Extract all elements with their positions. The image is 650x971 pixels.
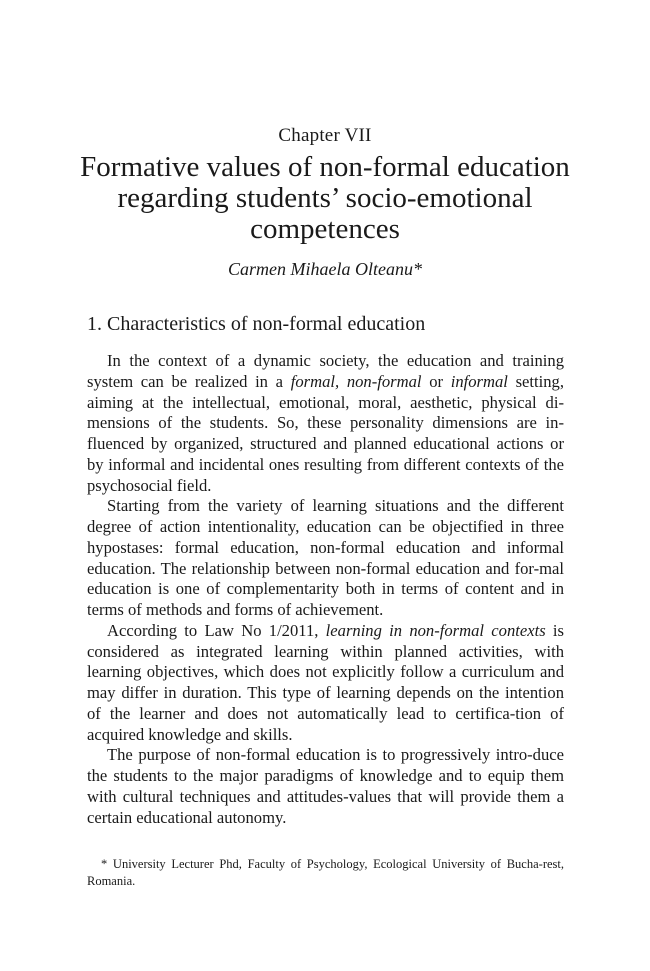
author-name: Carmen Mihaela Olteanu* [228,259,422,279]
footnote [87,856,564,890]
paragraph-1-emphasis-1: formal, non-formal [290,371,422,391]
chapter-label: Chapter VII [278,125,372,146]
paragraph-3-text-a: According to Law No 1/2011, [107,620,326,640]
section-heading: 1. Characteristics of non-formal education [87,313,426,335]
chapter-title: Formative values of non-formal education regarding students’ socio-emotional competences [80,151,570,245]
paragraph-1-text-a: In the context of a dynamic society, the education and training system can be realized in a [87,351,564,391]
paragraph-3-text-b: is considered as integrated learning within planned activities, with learning objectives, which does not explicitly follow a curriculum and may differ in duration. This type of learning depends on the intention of the learner and does not automatically lead to certifica-tion of acquired knowledge and skills. [87,620,564,744]
paragraph-4: The purpose of non-formal education is to progressively intro-duce the students to the major paradigms of knowledge and to equip them with cultural techniques and attitudes-values that will provide them a certain educational autonomy. [87,745,564,827]
paragraph-1-text-c: setting, aiming at the intellectual, emotional, moral, aesthetic, physical di-mensions of the students. So, these personality dimensions are in-fluenced by organized, structured and planned educational actions or by informal and incidental ones resulting from different contexts of the psychosocial field. [87,371,564,495]
paragraph-1 [87,351,564,496]
body-text [87,351,564,828]
footnote-text: * University Lecturer Phd, Faculty of Psychology, Ecological University of Bucha-rest, Romania. [87,857,564,888]
paragraph-1-emphasis-2: informal [450,371,508,391]
paragraph-2: Starting from the variety of learning situations and the different degree of action intentionality, education can be objectified in three hypostases: formal education, non-formal education and informal education. The relationship between non-formal education and for-mal education is one of complementarity both in terms of content and in terms of methods and forms of achievement. [87,496,564,619]
paragraph-1-text-b: or [421,371,451,391]
paragraph-3-emphasis: learning in non-formal contexts [325,620,546,640]
paragraph-3 [87,621,564,746]
